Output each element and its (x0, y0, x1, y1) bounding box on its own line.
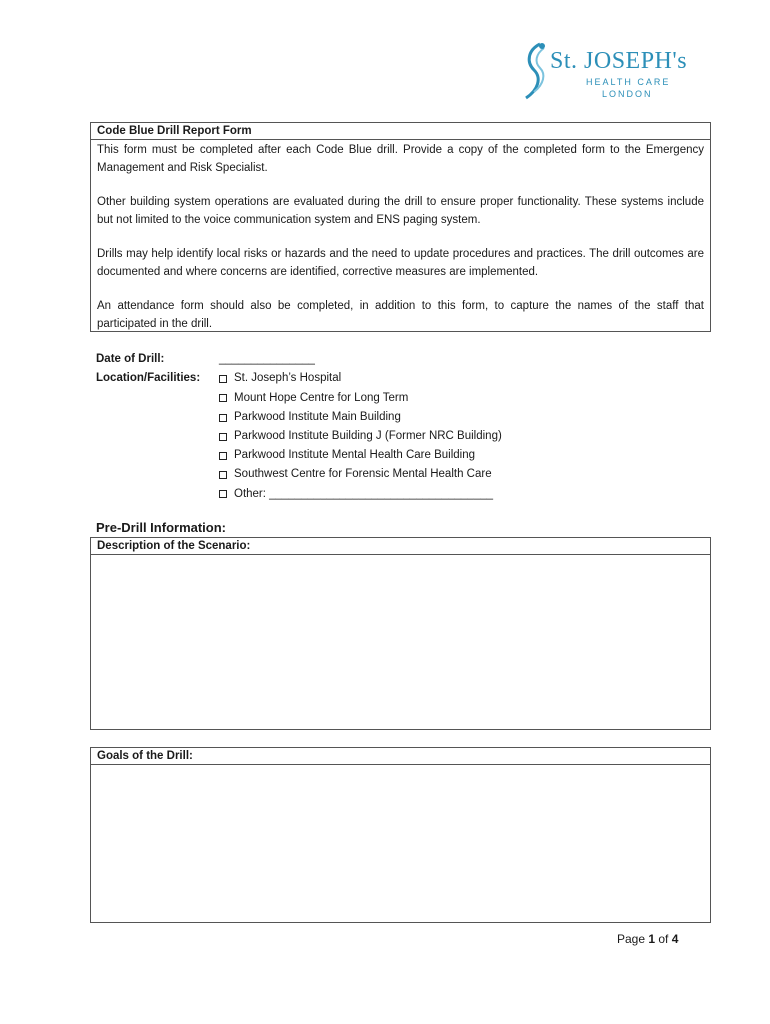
location-option-label: St. Joseph’s Hospital (234, 372, 342, 384)
location-option-label: Other: ___________________________________ (234, 487, 494, 500)
location-option-label: Southwest Centre for Forensic Mental Health Care (234, 468, 492, 480)
logo-subtext-london: LONDON (602, 89, 653, 99)
location-option[interactable] (219, 369, 341, 388)
location-label: Location/Facilities: (96, 372, 201, 384)
intro-paragraph: Drills may help identify local risks or hazards and the need to update procedures and practices. The drill outcomes are documented and where concerns are identified, corrective measures are implemented. (97, 248, 704, 278)
location-option-other[interactable] (219, 485, 493, 504)
logo-main-text: St. JOSEPH's (550, 48, 688, 74)
location-option-label: Parkwood Institute Main Building (234, 411, 401, 423)
intro-paragraph: Other building system operations are evaluated during the drill to ensure proper functionality. These systems include but not limited to the voice communication system and ENS paging system. (97, 196, 704, 226)
location-option-label: Parkwood Institute Building J (Former NRC Building) (234, 430, 502, 442)
logo-subtext-health-care: HEALTH CARE (586, 77, 671, 87)
location-option-label: Mount Hope Centre for Long Term (234, 391, 409, 404)
intro-paragraph: This form must be completed after each Code Blue drill. Provide a copy of the completed form to the Emergency Management and Risk Specialist. (97, 144, 704, 174)
location-option-label: Parkwood Institute Mental Health Care Building (234, 449, 475, 461)
checkbox[interactable] (219, 414, 227, 422)
page-mid: of (655, 932, 672, 946)
checkbox[interactable] (219, 490, 227, 498)
checkbox[interactable] (219, 375, 227, 383)
scenario-label: Description of the Scenario: (91, 538, 710, 555)
page-current: 1 (648, 932, 656, 946)
page-prefix: Page (617, 932, 649, 946)
page-total: 4 (671, 932, 679, 946)
scenario-box (90, 537, 711, 730)
goals-input-area[interactable] (91, 765, 710, 922)
page-number (617, 932, 678, 946)
intro-box (90, 122, 711, 332)
scenario-input-area[interactable] (91, 555, 710, 729)
location-option[interactable] (219, 427, 502, 446)
date-label: Date of Drill: (96, 353, 165, 365)
intro-paragraph: An attendance form should also be completed, in addition to this form, to capture the names of the staff that participated in the drill. (97, 300, 704, 330)
checkbox[interactable] (219, 433, 227, 441)
goals-label: Goals of the Drill: (91, 748, 710, 765)
goals-box (90, 747, 711, 923)
location-option[interactable] (219, 389, 408, 408)
location-option[interactable] (219, 465, 492, 484)
logo-figure-icon (520, 40, 554, 102)
checkbox[interactable] (219, 471, 227, 479)
location-option[interactable] (219, 446, 475, 465)
date-field[interactable]: _______________ (219, 353, 315, 365)
predrill-heading: Pre-Drill Information: (96, 520, 227, 535)
form-title: Code Blue Drill Report Form (91, 123, 710, 140)
checkbox[interactable] (219, 394, 227, 402)
checkbox[interactable] (219, 452, 227, 460)
location-option[interactable] (219, 408, 401, 427)
intro-body (91, 140, 710, 335)
organization-logo (520, 40, 688, 102)
